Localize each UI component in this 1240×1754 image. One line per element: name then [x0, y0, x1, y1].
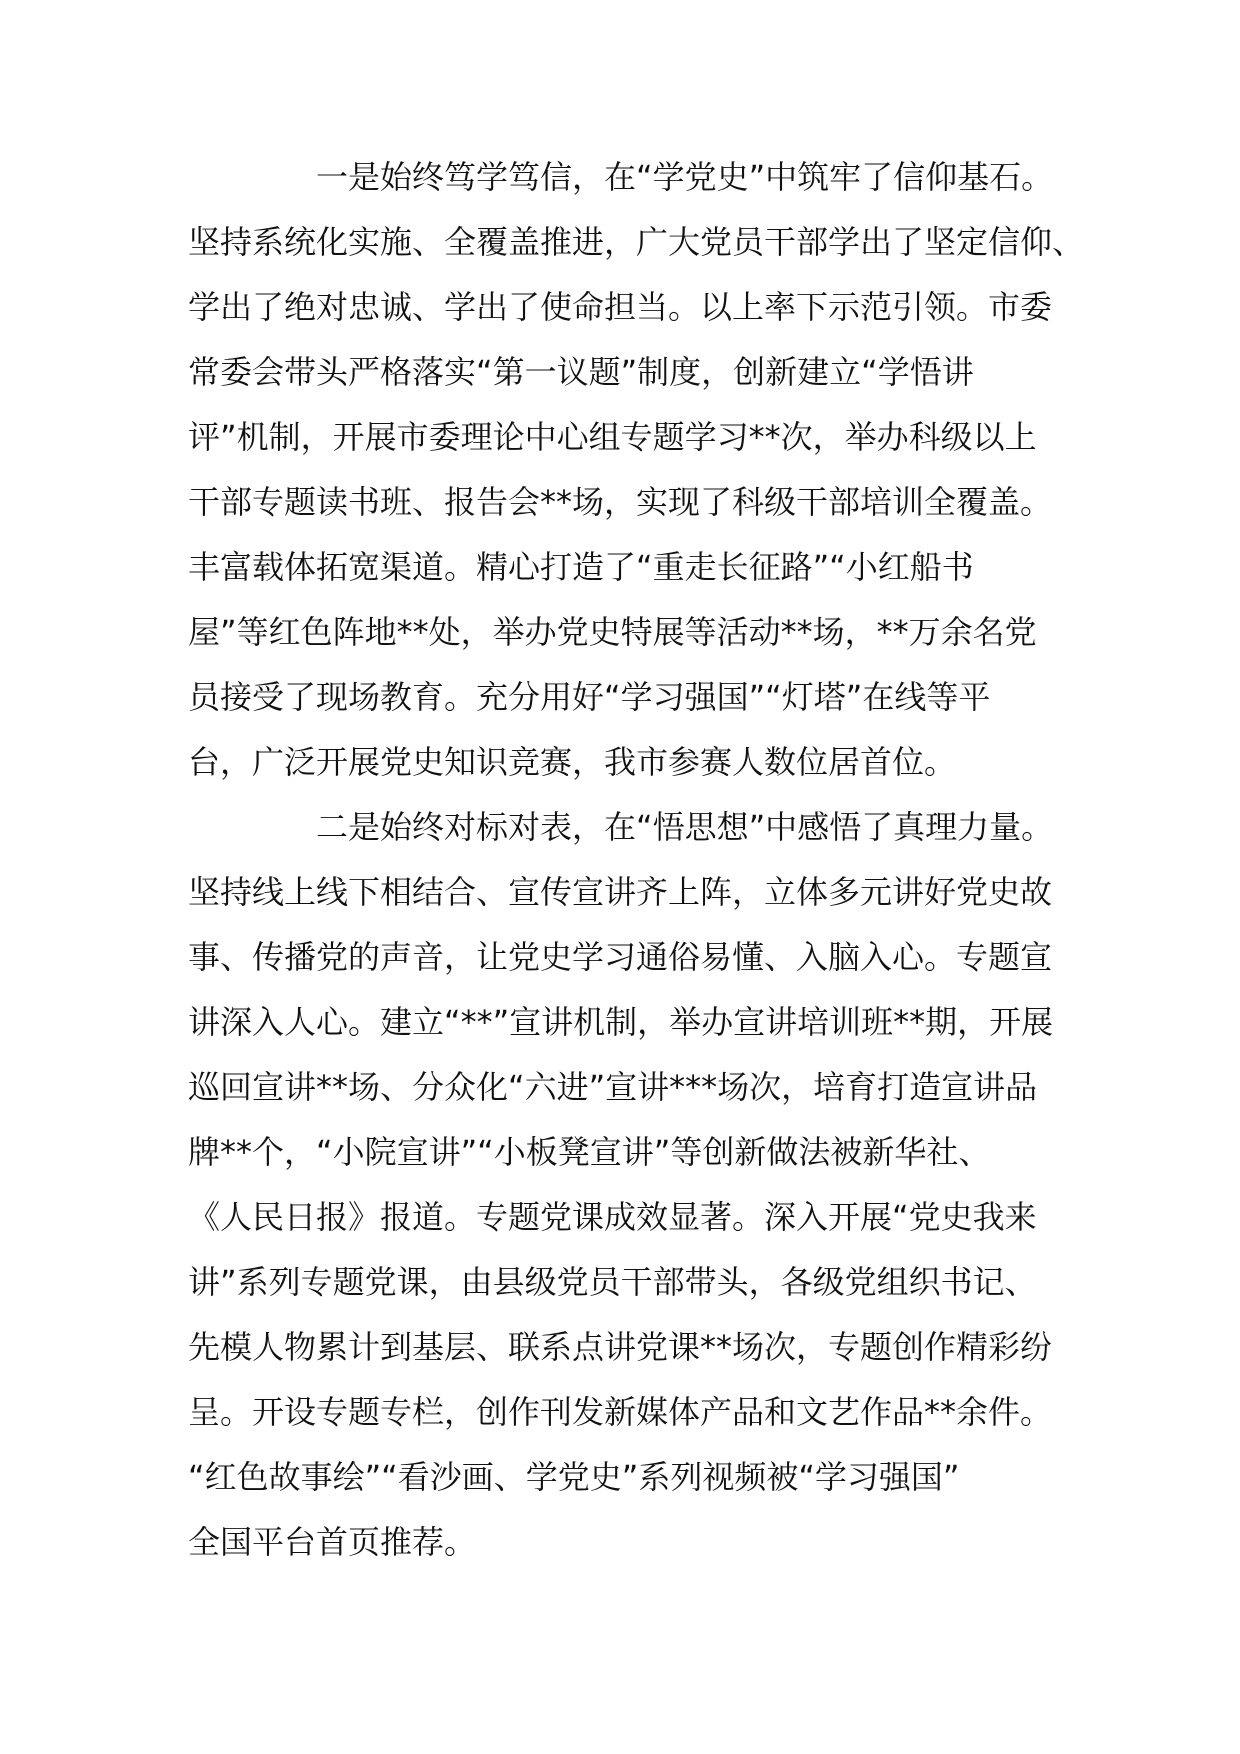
paragraph-line: 呈。开设专题专栏，创作刊发新媒体产品和文艺作品**余件。 [188, 1393, 1053, 1431]
paragraph-line: 二是始终对标对表，在“悟思想”中感悟了真理力量。 [316, 808, 1054, 846]
paragraph-line: 讲深入人心。建立“**”宣讲机制，举办宣讲培训班**期，开展 [188, 1003, 1054, 1041]
paragraph-line: 《人民日报》报道。专题党课成效显著。深入开展“党史我来 [188, 1198, 1037, 1236]
paragraph-1 [188, 145, 1085, 795]
paragraph-line: 员接受了现场教育。充分用好“学习强国”“灯塔”在线等平 [188, 678, 991, 716]
paragraph-line: 坚持线上线下相结合、宣传宣讲齐上阵，立体多元讲好党史故 [188, 873, 1053, 911]
paragraph-line: 巡回宣讲**场、分众化“六进”宣讲***场次，培育打造宣讲品 [188, 1068, 1038, 1106]
paragraph-line: 牌**个，“小院宣讲”“小板凳宣讲”等创新做法被新华社、 [188, 1133, 991, 1171]
paragraph-2 [188, 795, 1068, 1575]
paragraph-line: 讲”系列专题党课，由县级党员干部带头，各级党组织书记、 [188, 1263, 1037, 1301]
paragraph-line: 坚持系统化实施、全覆盖推进，广大党员干部学出了坚定信仰、 [188, 223, 1085, 261]
paragraph-line: 评”机制，开展市委理论中心组专题学习**次，举办科级以上 [188, 418, 1037, 456]
paragraph-line: 全国平台首页推荐。 [188, 1523, 477, 1561]
paragraph-line: 一是始终笃学笃信，在“学党史”中筑牢了信仰基石。 [316, 158, 1054, 196]
paragraph-line: 学出了绝对忠诚、学出了使命担当。以上率下示范引领。市委 [188, 288, 1053, 326]
paragraph-line: 屋”等红色阵地**处，举办党史特展等活动**场，**万余名党 [188, 613, 1037, 651]
paragraph-line: “红色故事绘”“看沙画、学党史”系列视频被“学习强国” [188, 1458, 960, 1496]
paragraph-line: 事、传播党的声音，让党史学习通俗易懂、入脑入心。专题宣 [188, 938, 1053, 976]
paragraph-line: 干部专题读书班、报告会**场，实现了科级干部培训全覆盖。 [188, 483, 1053, 521]
paragraph-line: 台，广泛开展党史知识竞赛，我市参赛人数位居首位。 [188, 743, 957, 781]
paragraph-line: 常委会带头严格落实“第一议题”制度，创新建立“学悟讲 [188, 353, 974, 391]
paragraph-line: 丰富载体拓宽渠道。精心打造了“重走长征路”“小红船书 [188, 548, 974, 586]
paragraph-line: 先模人物累计到基层、联系点讲党课**场次，专题创作精彩纷 [188, 1328, 1053, 1366]
